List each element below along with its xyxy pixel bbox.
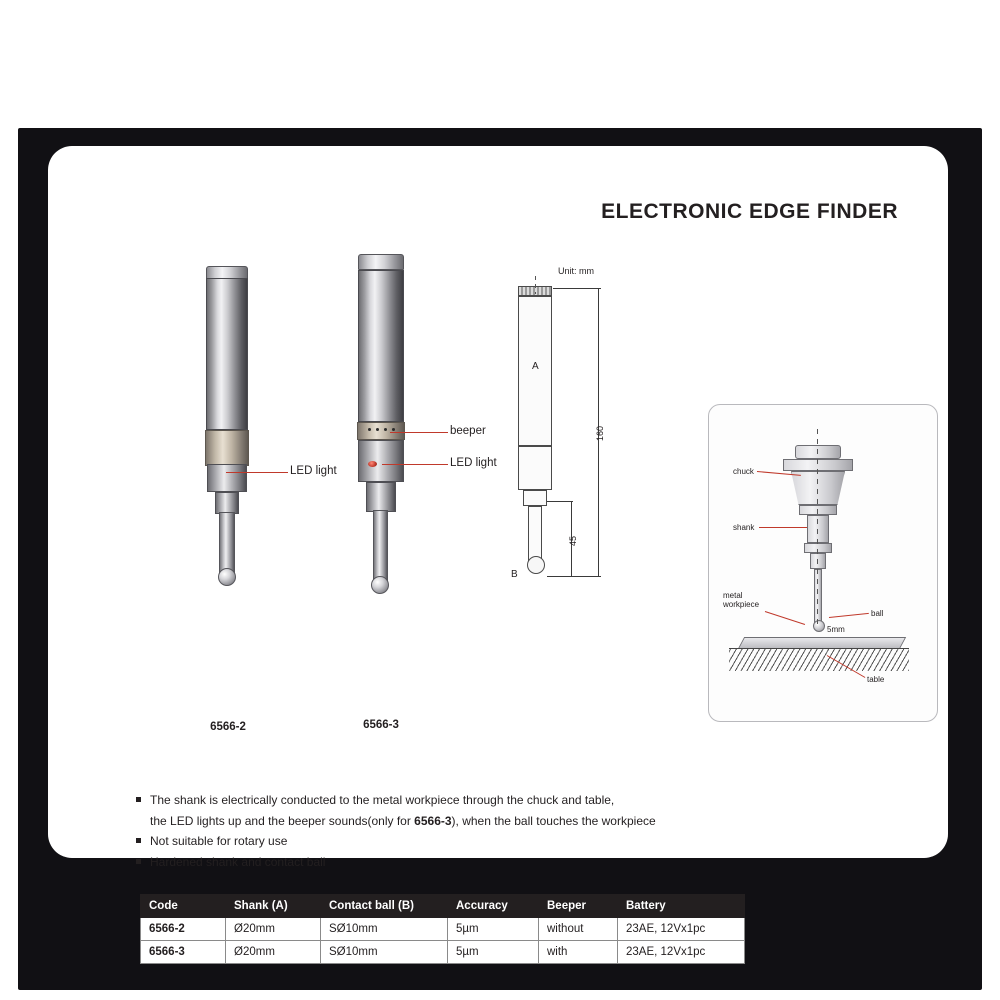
drawing-centerline (535, 276, 536, 294)
note-text: Hardened shank and contact ball (150, 854, 326, 869)
shank-leader (759, 527, 807, 528)
note-text: Not suitable for rotary use (150, 834, 288, 849)
spindle-top (795, 445, 841, 459)
tool-taper (366, 482, 396, 512)
tool-body (358, 270, 404, 422)
note-text-line2-post: ), when the ball touches the workpiece (451, 813, 656, 828)
tool-neck (207, 464, 247, 492)
beeper-callout-label: beeper (450, 425, 486, 437)
figure-caption-6566-3: 6566-3 (363, 719, 399, 731)
dimension-tip-length: 45 (568, 535, 578, 546)
beeper-callout-line (390, 432, 448, 433)
table-hatching (729, 649, 909, 671)
contact-ball (371, 576, 389, 594)
ball-label: ball (871, 609, 884, 618)
gap-label: 5mm (827, 625, 845, 634)
drawing-letter-a: A (532, 361, 539, 372)
tool-band (205, 430, 249, 466)
drawing-taper (523, 490, 547, 506)
table-row (141, 941, 745, 964)
led-indicator (368, 461, 377, 467)
note-item (136, 853, 836, 872)
workpiece-leader (765, 611, 805, 625)
cell-accuracy: 5µm (448, 941, 539, 964)
column-header-contact-ball: Contact ball (B) (321, 895, 448, 918)
note-item (136, 832, 836, 851)
edge-finder-band (804, 543, 832, 553)
cell-shank: Ø20mm (226, 941, 321, 964)
cell-beeper: without (539, 918, 618, 941)
table-surface-line (729, 648, 909, 649)
beeper-hole-3 (384, 428, 387, 431)
bullet-square-icon (136, 859, 141, 864)
led-callout-line (382, 464, 448, 465)
cell-battery: 23AE, 12Vx1pc (618, 918, 745, 941)
note-item-continuation (136, 812, 836, 831)
note-item (136, 791, 836, 810)
edge-finder-shaft (814, 569, 822, 623)
bullet-square-icon (136, 797, 141, 802)
table-label: table (867, 675, 885, 684)
chuck-nut (799, 505, 837, 515)
chuck-label: chuck (733, 467, 754, 476)
notes-list (136, 791, 836, 873)
cell-beeper: with (539, 941, 618, 964)
drawing-shaft (528, 506, 542, 562)
drawing-letter-b: B (511, 569, 518, 580)
tool-taper (215, 492, 239, 514)
tool-shaft (373, 510, 388, 582)
tool-band (357, 422, 405, 440)
cell-contact-ball: SØ10mm (321, 941, 448, 964)
tool-neck (358, 440, 404, 482)
ball-leader (829, 613, 869, 618)
beeper-hole-2 (376, 428, 379, 431)
diagram-centerline (817, 429, 818, 629)
beeper-hole-1 (368, 428, 371, 431)
column-header-battery: Battery (618, 895, 745, 918)
application-diagram (708, 404, 938, 722)
drawing-midsection (518, 446, 552, 490)
note-text-line2-bold: 6566-3 (414, 813, 452, 828)
spec-table (140, 894, 745, 964)
column-header-shank: Shank (A) (226, 895, 321, 918)
tool-cap (358, 254, 404, 270)
table-row (141, 918, 745, 941)
led-callout-label: LED light (290, 465, 337, 477)
figure-caption-6566-2: 6566-2 (210, 721, 246, 733)
shank-label: shank (733, 523, 755, 532)
table-header-row (141, 895, 745, 918)
page-title: ELECTRONIC EDGE FINDER (601, 200, 898, 223)
cell-code: 6566-3 (141, 941, 226, 964)
bullet-square-icon (136, 838, 141, 843)
contact-ball (218, 568, 236, 586)
technical-dimension-drawing (503, 266, 693, 596)
dimension-tick-top (553, 288, 601, 289)
beeper-hole-4 (392, 428, 395, 431)
dimension-tip-tick-top (547, 501, 573, 502)
metal-workpiece-label: metal workpiece (723, 591, 760, 610)
led-callout-line (226, 472, 288, 473)
chuck-collar (783, 459, 853, 471)
edge-finder-neck (810, 553, 826, 569)
tool-shaft (219, 512, 235, 574)
column-header-code: Code (141, 895, 226, 918)
edge-finder-body (807, 515, 829, 543)
cell-contact-ball: SØ10mm (321, 918, 448, 941)
drawing-ball (527, 556, 545, 574)
cell-accuracy: 5µm (448, 918, 539, 941)
column-header-beeper: Beeper (539, 895, 618, 918)
note-text-line2-pre: the LED lights up and the beeper sounds(only for (150, 813, 415, 828)
product-sheet-card (48, 146, 948, 958)
dimension-tip-tick-bottom (547, 576, 573, 577)
chuck-body (791, 471, 845, 505)
tool-body (206, 278, 248, 430)
cell-battery: 23AE, 12Vx1pc (618, 941, 745, 964)
dimension-total-length: 160 (595, 425, 605, 441)
led-callout-label: LED light (450, 457, 497, 469)
column-header-accuracy: Accuracy (448, 895, 539, 918)
edge-finder-ball (813, 620, 825, 632)
note-text-line1: The shank is electrically conducted to the metal workpiece through the chuck and table, (150, 793, 615, 807)
unit-note: Unit: mm (558, 266, 594, 276)
cell-shank: Ø20mm (226, 918, 321, 941)
cell-code: 6566-2 (141, 918, 226, 941)
